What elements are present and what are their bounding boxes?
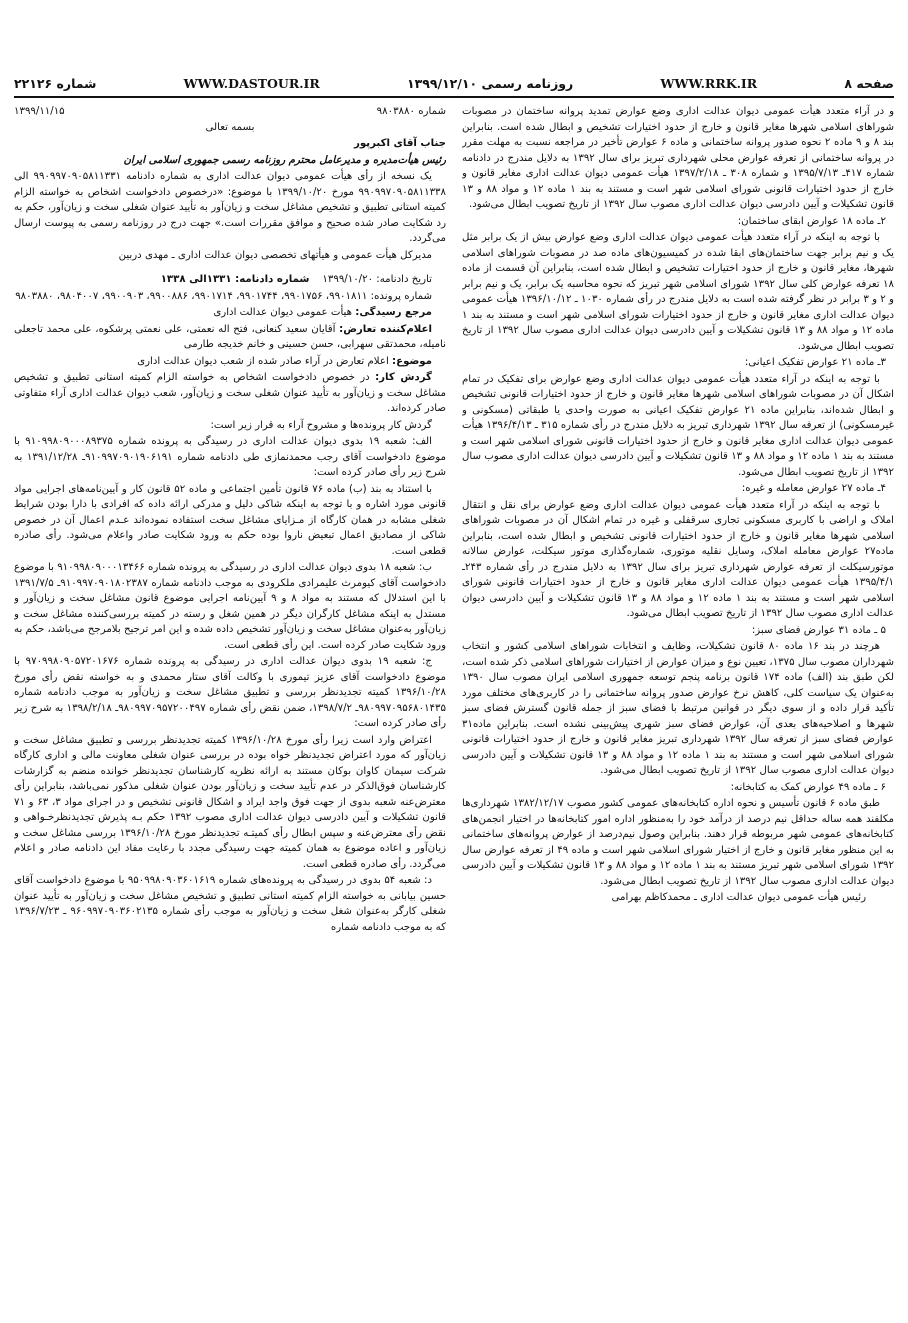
intro-paragraph: یک نسخه از رأی هیأت عمومی دیوان عدالت اداری به شماره دادنامه ۹۹۰۹۹۷۰۹۰۵۸۱۱۳۳۱ الی ۹۹۰۹۹۷۰۹۰۵۸۱۱۳۳۸ مورخ ۱۳۹۹/۱۰/۲۰ با موضوع: «درخصوص دادخواست اشخاص به خواسته الزام کمیته استانی تطبیق و تشخیص مشاغل سخت و زیان‌آور به تأیید عنوان شغلی سخت و زیان‌آور، حکم به رد شکایت صادر شده صحیح و موافق مقررات است.» جهت درج در روزنامه رسمی به پیوست ارسال می‌گردد.: [14, 171, 446, 244]
paragraph: هرچند در بند ۱۶ ماده ۸۰ قانون تشکیلات، وظایف و انتخابات شوراهای اسلامی کشور و انتخاب شهرداران مصوب سال ۱۳۷۵، تعیین نوع و میزان عوارض از اختیارات شوراهای اسلامی ذکر شده است، لکن طبق بند (الف) ماده ۱۷۴ قانون برنامه پنجم توسعه جمهوری اسلامی ایران مصوب سال ۱۳۹۰ به‌عنوان یک سیاست کلی، کاهش نرخ عوارض صدور پروانه ساختمانی را در کاربری‌های مختلف مورد تأکید قرار داده و از سوی دیگر در قوانین مرتبط با فضای سبز از جمله قانون گسترش فضای سبز شهرها و اصلاحیه‌های بعدی آن، عوارض فضای سبز شهری پیش‌بینی نشده است. بنابراین ماده۳۱ عوارض فضای سبز از تعرفه سال ۱۳۹۲ شهرداری تبریز مغایر قانون و خارج از حدود اختیارات قانونی شورای اسلامی شهر است و مستند به بند ۱ ماده ۱۲ و مواد ۸۸ و ۱۳ قانون تشکیلات و آیین دادرسی دیوان عدالت اداری مصوب سال ۱۳۹۲ از تاریخ تصویب ابطال می‌شود.: [462, 641, 894, 776]
declarer: اعلام‌کننده تعارض: آقایان سعید کنعانی، فتح اله نعمتی، علی نعمتی پرشکوه، علی محمد تاجعلی نامیله، محمدتقی سهرابی، حسن حسینی و خانم خدیجه طارمی: [14, 323, 446, 350]
paragraph: اعتراض وارد است زیرا رأی مورخ ۱۳۹۶/۱۰/۲۸ کمیته تجدیدنظر بررسی و تطبیق مشاغل سخت و زیان‌آور که مورد اعتراض تجدیدنظر خواه بوده در بررسی عنوان شغلی معاونت مالی و اداری کارگاه شرکت سیمان کاوان بوکان مستند به ارائه نظریه کارشناسان تجدیدنظر خوانده منضم به گزارشات کارشناسان فوق‌الذکر در عدم تأیید سخت و زیان‌آور بودن عنوان شغلی مذکور نمی‌باشد، بنابراین رأی معترض‌عنه شعبه بدوی از جهت فوق واجد ایراد و اشکال قانونی تشخیص و در اجرای مواد ۳، ۶۳ و ۷۱ قانون تشکیلات و آیین دادرسی دیوان عدالت اداری مصوب ۱۳۹۲ حکم بـه پذیرش تجدیدنظرخـواهی و نقض رأی معترض‌عنه و سپس ابطال رأی کمیتـه تجدیدنظر مورخ ۱۳۹۶/۱۰/۲۸ بررسی مشاغل سخت و زیان‌آور و اعاده موضوع به همان کمیته جهت رسیدگی مجدد با رعایت مفاد این دادنامه صادر و اعلام می‌گردد. رأی صادره قطعی است.: [14, 734, 446, 870]
paragraph: ب: شعبه ۱۸ بدوی دیوان عدالت اداری در رسیدگی به پرونده شماره ۹۱۰۹۹۸۰۹۰۰۰۱۳۴۶۶ با موضوع دادخواست آقای کیومرث علیمرادی ملکرودی به موجب دادنامه شماره ۹۱۰۹۹۷۰۹۰۱۸۰۲۳۸۷ـ ۱۳۹۱/۷/۵ با این استدلال که مستند به مواد ۸ و ۹ آیین‌نامه اجرایی موضوع قانون مشاغل سخت و زیان‌آور و مستدل به اینکه مشاغل کارگران دیگر در همین شغل و رسته در کمیته بررسی‌کننده مشاغل سخت و زیان‌آور به‌عنوان مشاغل سخت و زیان‌آور تشخیص داده شده و این امر ترجیح بلامرجح می‌باشد، حکم به ورود شکایت صادر کرده است. این رأی قطعی است.: [14, 562, 446, 651]
paragraph: الف: شعبه ۱۹ بدوی دیوان عدالت اداری در رسیدگی به پرونده شماره ۹۱۰۹۹۸۰۹۰۰۰۸۹۳۷۵ با موضوع دادخواست آقای رجب محمدنمازی طی دادنامه شماره ۹۱۰۹۹۷۰۹۰۱۹۰۶۱۹۱ـ ۱۳۹۱/۱۲/۲۸ به شرح زیر رأی صادر کرده است:: [14, 436, 446, 478]
page-header: [14, 70, 894, 98]
signature: رئیس هیأت عمومی دیوان عدالت اداری ـ محمدکاظم بهرامی: [611, 892, 866, 903]
paragraph: با توجه به اینکه در آراء متعدد هیأت عمومی دیوان عدالت اداری وضع عوارض برای نقل و انتقال املاک و اراضی با کاربری مسکونی تجاری سرقفلی و غیره در تمام اشکال آن در مصوبات شوراهای اسلامی شهرها مغایر قانون و خارج از حدود اختیارات قانونی تشخیص و ابطال شده است، بنابراین ماده۲۷ عوارض معامله املاک، وسایل نقلیه موتوری، شماره‌گذاری موتور سیکلت، عوارض سالانه موتورسیکلت از تعرفه عوارض شهرداری تبریز برای سال ۱۳۹۲ به دلایل مندرج در رأی شماره ۲۴۳ـ ۱۳۹۵/۴/۱ هیأت عمومی دیوان عدالت اداری مغایر قانون و خارج از حدود اختیارات قانونی شورای اسلامی شهر است و مستند به بند ۱ ماده ۱۲ و مواد ۸۸ و ۱۳ قانون تشکیلات و آیین دادرسی دیوان عدالت اداری مصوب سال ۱۳۹۲ از تاریخ تصویب ابطال می‌شود.: [462, 499, 894, 619]
reference: مرجع رسیدگی: هیأت عمومی دیوان عدالت اداری: [213, 307, 432, 318]
verdict-meta: تاریخ دادنامه: ۱۳۹۹/۱۰/۲۰ شماره دادنامه: ۱۳۳۱الی ۱۳۳۸: [160, 274, 432, 285]
file-numbers: شماره پرونده: ۹۹۰۱۸۱۱، ۹۹۰۱۷۵۶، ۹۹۰۱۷۴۴، ۹۹۰۱۷۱۴، ۹۹۰۰۸۸۶، ۹۹۰۰۹۰۳، ۹۸۰۴۰۰۷، ۹۸۰۳۸۸۰: [15, 290, 432, 302]
letter-date: ۱۳۹۹/۱۱/۱۵: [14, 106, 65, 117]
subject: موضوع: اعلام تعارض در آراء صادر شده از شعب دیوان عدالت اداری: [137, 355, 432, 367]
paragraph: طبق ماده ۶ قانون تأسیس و نحوه اداره کتابخانه‌های عمومی کشور مصوب ۱۳۸۲/۱۲/۱۷ شهرداری‌ها مکلفند همه ساله حداقل نیم درصد از درآمد خود را به‌منظور اداره امور کتابخانه‌ها در اختیار انجمن‌های کتابخانه‌های عمومی شهر مربوطه قرار دهند. بنابراین وصول نیم‌درصد از عوارض پروانه‌های ساختمانی به این منظور مغایر قانون و خارج از اختیار شورای اسلامی شهر است و ماده ۴۹ از تعرفه عوارض سال ۱۳۹۲ شورای اسلامی شهر تبریز مستند به بند ۱ ماده ۱۲ و مواد ۸۸ و ۱۳ قانون تشکیلات و آیین دادرسی دیوان عدالت اداری مصوب سال ۱۳۹۲ از تاریخ تصویب ابطال می‌شود.: [462, 798, 894, 887]
basmala: بسمه تعالی: [205, 121, 255, 133]
section-heading: ۲ـ ماده ۱۸ عوارض ابقای ساختمان:: [737, 215, 886, 227]
letter-meta: [14, 104, 446, 120]
paragraph: و در آراء متعدد هیأت عمومی دیوان عدالت اداری وضع عوارض تمدید پروانه ساختمان در مصوبات شوراهای اسلامی شهرها مغایر قانون و خارج از حدود اختیارات تشخیص و ابطال شده است. بنابراین بند ۸ و ۹ ماده ۲ نحوه صدور پروانه ساختمانی و ماده ۶ عوارض تأخیر در مراجعه نسبت به مهلت مقرر در پروانه ساختمانی از تعرفه عوارض محلی شهرداری تبریز برای سال ۱۳۹۲ به دلایل مندرج در دادنامه شماره ۴۱۷ـ ۱۳۹۵/۷/۱۳ و شماره ۳۰۸ ـ ۱۳۹۷/۲/۱۸ هیأت عمومی دیوان عدالت اداری مغایر قانون و خارج از حدود اختیارات قانونی شورای اسلامی شهر است و مستند به بند ۱ ماده ۱۲ و مواد ۸۸ و ۱۳ قانون تشکیلات و آیین دادرسی دیوان عدالت اداری مصوب سال ۱۳۹۲ از تاریخ تصویب ابطال می‌شود.: [462, 106, 894, 210]
issue-number: شماره ۲۲۱۲۶: [14, 75, 97, 91]
site-link-dastour[interactable]: WWW.DASTOUR.IR: [183, 75, 320, 91]
paragraph: ج: شعبه ۱۹ بدوی دیوان عدالت اداری در رسیدگی به پرونده شماره ۹۷۰۹۹۸۰۹۰۵۷۲۰۱۶۷۶ با موضوع دادخواست آقای عزیز تیموری با وکالت آقای ستار محمدی و به خواسته نقض رأی مورخ ۱۳۹۶/۱۰/۲۸ کمیته تجدیدنظر بررسی و تطبیق مشاغل سخت و زیان‌آور به موجب دادنامه شماره ۹۸۰۹۹۷۰۹۵۶۸۰۱۴۳۵ـ ۱۳۹۸/۷/۲، ضمن نقض رأی شماره ۹۸۰۹۹۷۰۹۵۷۲۰۰۴۹۷ـ ۱۳۹۸/۲/۱۸ به شرح زیر رأی صادر کرده است:: [14, 656, 446, 729]
sender: مدیرکل هیأت عمومی و هیأتهای تخصصی دیوان عدالت اداری ـ مهدی دربین: [118, 249, 432, 261]
paragraph: د: شعبه ۵۴ بدوی در رسیدگی به پرونده‌های شماره ۹۵۰۹۹۸۰۹۰۳۶۰۱۶۱۹ با موضوع دادخواست آقای حسین بیابانی به خواسته الزام کمیته استانی تطبیق و تشخیص مشاغل سخت و زیان‌آور به تأیید عنوان شغلی کارگر به‌عنوان شغل سخت و زیان‌آور به موجب رأی شماره ۹۶۰۹۹۷۰۹۰۳۶۰۲۱۳۵ ـ ۱۳۹۶/۷/۲۳ که به موجب دادنامه شماره: [14, 875, 446, 933]
site-link-rrk[interactable]: WWW.RRK.IR: [660, 75, 758, 91]
addressee: جناب آقای اکبرپور: [354, 138, 446, 149]
paragraph: گردش کار پرونده‌ها و مشروح آراء به قرار زیر است:: [210, 419, 432, 431]
page-number: صفحه ۸: [844, 75, 894, 91]
left-column: [14, 104, 446, 1315]
gazette-date: روزنامه رسمی ۱۳۹۹/۱۲/۱۰: [406, 75, 574, 91]
section-heading: ۶ ـ ماده ۴۹ عوارض کمک به کتابخانه:: [730, 781, 886, 793]
section-heading: ۴ـ ماده ۲۷ عوارض معامله و غیره:: [741, 483, 886, 494]
process: گردش کار: در خصوص دادخواست اشخاص به خواسته الزام کمیته استانی تطبیق و تشخیص مشاغل سخت و زیان‌آور به تأیید عنوان شغلی سخت و زیان‌آور، شعب دیوان عدالت اداری آراء متفاوتی صادر کرده‌اند.: [14, 372, 446, 414]
right-column: [462, 104, 894, 1315]
paragraph: با توجه به اینکه در آراء متعدد هیأت عمومی دیوان عدالت اداری وضع عوارض بیش از یک برابر مثل یک و نیم برابر جهت ساختمان‌های ابقا شده در کمیسیون‌های ماده صد در مصوبات شوراهای اسلامی شهرها، مغایر قانون و خارج از حدود اختیارات تشخیص و ابطال شده است، بنابراین آن قسمت از ماده ۱۸ تعرفه عوارض کلی سال ۱۳۹۲ شورای اسلامی شهر تبریز که نحوه محاسبه یک برابر، یک و نیم برابر و ۲ و ۳ برابر در نظر گرفته شده است به دلایل مندرج در رأی شماره ۱۰۳۰ ـ ۱۳۹۶/۱۰/۱۲ هیأت عمومی دیوان عدالت اداری مغایر قانون و خارج از حدود اختیارات شورای اسلامی شهر است و مستند به بند ۱ ماده ۱۲ و مواد ۸۸ و ۱۳ قانون تشکیلات و آیین دادرسی دیوان عدالت اداری مصوب سال ۱۳۹۲ از تاریخ تصویب ابطال می‌شود.: [462, 232, 894, 352]
paragraph: با استناد به بند (ب) ماده ۷۶ قانون تأمین اجتماعی و ماده ۵۲ قانون کار و آیین‌نامه‌های اجرایی مواد قانونی مورد اشاره و با توجه به اینکه شاکی دلیل و مدرکی ارائه داده که افرادی با دارا بودن شرایط شغلی مشابه در همان کارگاه از مـزایای مشاغل سخت استفاده نموده‌اند عـدم اعمال آن در خصوص شاکی از مصادیق اعمال تبعیض ناروا بوده حکم به ورود شکایت صادر واعلام می‌شود. رأی صادره قطعی است.: [14, 483, 446, 557]
section-heading: ۳ـ ماده ۲۱ عوارض تفکیک اعیانی:: [744, 357, 886, 368]
addressee-title: رئیس هیأت‌مدیره و مدیرعامل محترم روزنامه رسمی جمهوری اسلامی ایران: [123, 154, 446, 166]
paragraph: با توجه به اینکه در آراء متعدد هیأت عمومی دیوان عدالت اداری وضع عوارض برای تفکیک در تمام اشکال آن در مصوبات شوراهای اسلامی شهرها مغایر قانون و خارج از حدود اختیارات قانونی تشخیص و ابطال شده‌اند، بنابراین ماده ۲۱ عوارض تفکیک اعیانی به صورت واحدی یا طبقاتی (مسکونی و غیرمسکونی) از تعرفه سال ۱۳۹۲ شهرداری تبریز به دلایل مندرج در رأی شماره ۳۱۵ ـ ۱۳۹۶/۴/۱۳ هیأت عمومی دیوان عدالت اداری مغایر قانون و خارج از حدود اختیارات قانونی شورای اسلامی شهر است و مستند به بند ۱ ماده ۱۲ و مواد ۸۸ و ۱۳ قانون تشکیلات و آیین دادرسی دیوان عدالت اداری مصوب سال ۱۳۹۲ از تاریخ تصویب ابطال می‌شود.: [462, 373, 894, 478]
section-heading: ۵ ـ ماده ۳۱ عوارض فضای سبز:: [751, 624, 886, 636]
letter-number: شماره ۹۸۰۳۸۸۰: [376, 106, 446, 117]
